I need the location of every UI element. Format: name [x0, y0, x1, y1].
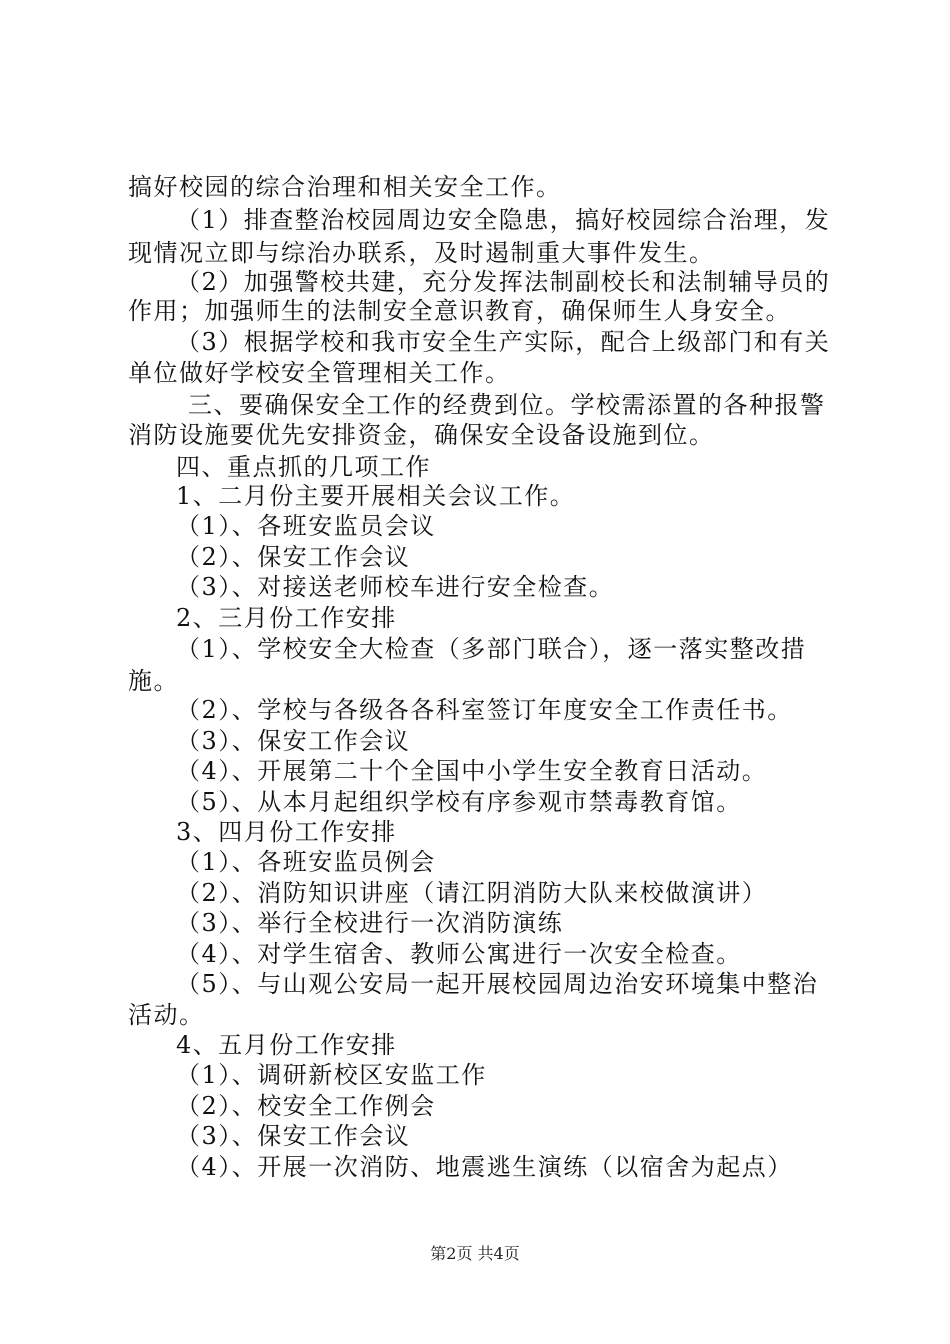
- text-line: 1、二月份主要开展相关会议工作。: [176, 482, 576, 510]
- text-line: （1）排查整治校园周边安全隐患，搞好校园综合治理，发: [176, 206, 831, 234]
- text-line: 现情况立即与综治办联系，及时遏制重大事件发生。: [128, 239, 715, 267]
- text-line: （5）、与山观公安局一起开展校园周边治安环境集中整治: [176, 970, 819, 998]
- text-line: 2、三月份工作安排: [176, 604, 397, 632]
- text-line: 作用；加强师生的法制安全意识教育，确保师生人身安全。: [128, 297, 791, 325]
- text-line: （1）、学校安全大检查（多部门联合），逐一落实整改措: [176, 635, 807, 663]
- text-line: 搞好校园的综合治理和相关安全工作。: [128, 173, 562, 201]
- text-line: （3）、举行全校进行一次消防演练: [176, 909, 564, 937]
- section-heading: 四、重点抓的几项工作: [176, 453, 431, 481]
- page-footer: 第2页 共4页: [430, 1244, 520, 1263]
- text-line: （2）、消防知识讲座（请江阴消防大队来校做演讲）: [176, 879, 768, 907]
- text-line: （1）、调研新校区安监工作: [176, 1061, 487, 1089]
- text-line: （2）加强警校共建，充分发挥法制副校长和法制辅导员的: [176, 268, 831, 296]
- text-line: （3）、保安工作会议: [176, 1122, 411, 1150]
- text-line: 施。: [128, 667, 179, 695]
- text-line: （3）根据学校和我市安全生产实际，配合上级部门和有关: [176, 328, 831, 356]
- text-line: （3）、保安工作会议: [176, 727, 411, 755]
- text-line: 4、五月份工作安排: [176, 1031, 397, 1059]
- text-line: （2）、学校与各级各各科室签订年度安全工作责任书。: [176, 696, 793, 724]
- text-line: （1）、各班安监员例会: [176, 848, 436, 876]
- text-line: 三、要确保安全工作的经费到位。学校需添置的各种报警: [188, 391, 826, 419]
- text-line: （2）、保安工作会议: [176, 543, 411, 571]
- text-line: （4）、开展第二十个全国中小学生安全教育日活动。: [176, 757, 768, 785]
- text-line: 单位做好学校安全管理相关工作。: [128, 359, 511, 387]
- text-line: （5）、从本月起组织学校有序参观市禁毒教育馆。: [176, 788, 742, 816]
- text-line: 消防设施要优先安排资金，确保安全设备设施到位。: [128, 421, 715, 449]
- text-line: （1）、各班安监员会议: [176, 512, 436, 540]
- text-line: （2）、校安全工作例会: [176, 1092, 436, 1120]
- text-line: （4）、开展一次消防、地震逃生演练（以宿舍为起点）: [176, 1153, 793, 1181]
- text-line: 活动。: [128, 1001, 205, 1029]
- text-line: （4）、对学生宿舍、教师公寓进行一次安全检查。: [176, 940, 742, 968]
- text-line: （3）、对接送老师校车进行安全检查。: [176, 573, 615, 601]
- text-line: 3、四月份工作安排: [176, 818, 397, 846]
